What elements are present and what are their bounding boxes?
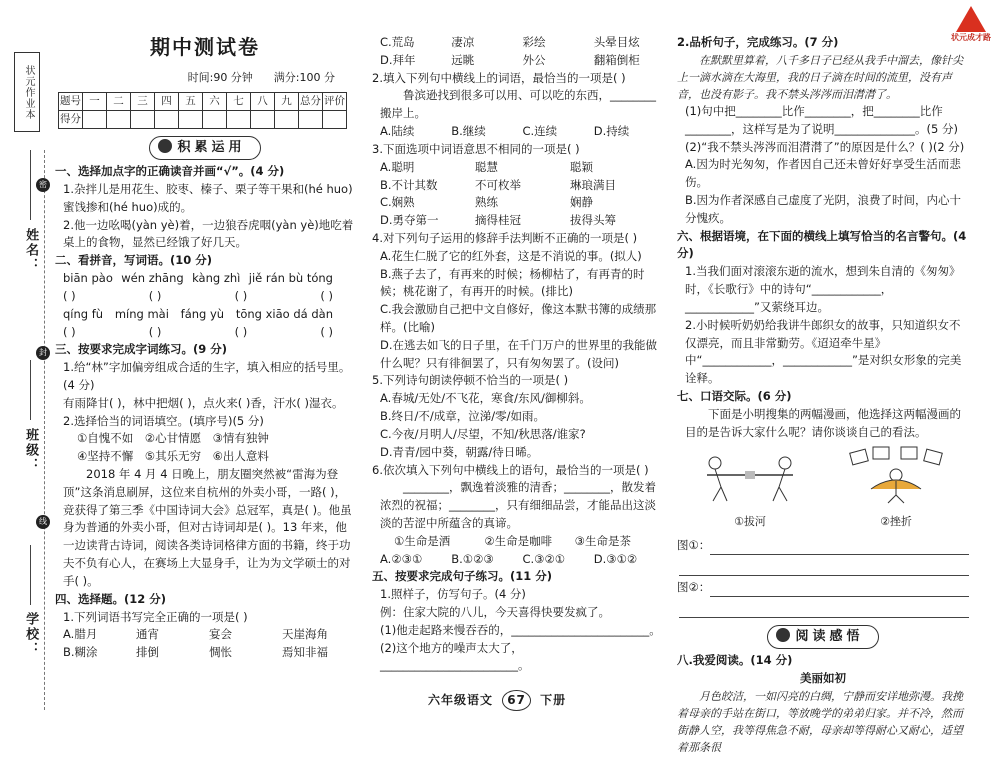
option-word: 通宵 <box>136 627 159 642</box>
reading-text: 月色皎洁，一如闪亮的白绸，宁静而安详地弥漫。我挽着母亲的手站在街口，等放晚学的弟弟归家。并不冷，然而街静人空，我等得焦急不耐，母亲却等得耐心又耐心，适望着那条很 <box>677 690 963 755</box>
seal-dot-2: 封 <box>36 346 50 360</box>
q5-item-1: 1.照样子，仿写句子。(4 分) <box>380 587 526 602</box>
choice: ①生命是酒 <box>394 533 451 548</box>
name-line[interactable] <box>30 150 31 220</box>
score-header-cell: 一 <box>83 93 107 111</box>
score-cell[interactable] <box>299 111 323 129</box>
option-word: 彩绘 <box>522 35 546 49</box>
answer-row-2 <box>55 324 355 342</box>
score-header-cell: 四 <box>155 93 179 111</box>
class-label: 班级： <box>23 428 39 473</box>
fig-1-answer-line-2[interactable] <box>679 555 969 576</box>
answer-blank[interactable]: ( ) <box>234 288 248 303</box>
option-word: 翻箱倒柜 <box>593 52 640 67</box>
option[interactable]: B.继续 <box>451 124 486 139</box>
brand-tag: 状元作业本 <box>14 52 40 132</box>
column-3 <box>677 0 969 764</box>
q4-option-d[interactable] <box>372 52 665 70</box>
score-header-cell: 二 <box>107 93 131 111</box>
column-1 <box>55 0 355 730</box>
q8-heading: 八.我爱阅读。(14 分) <box>677 653 793 668</box>
q4-item-6-choices <box>372 533 665 551</box>
answer-blank[interactable]: ( ) <box>63 288 76 303</box>
option-word: 熟练 <box>475 195 498 210</box>
seal-line <box>44 150 45 710</box>
option-word: 凄凉 <box>451 35 475 49</box>
section-icon <box>776 628 790 642</box>
q3-item-2: 2.选择恰当的词语填空。(填序号)(5 分) <box>63 413 264 428</box>
answer-blank[interactable]: ( ) <box>320 324 333 339</box>
q4-item-5-b[interactable]: B.终日/不/成章，泣涕/零/如雨。 <box>380 409 546 424</box>
q4-item-3-d[interactable] <box>372 212 665 230</box>
q5-heading: 五、按要求完成句子练习。(11 分) <box>372 569 553 584</box>
score-header-cell: 六 <box>203 93 227 111</box>
section-banner-accum <box>55 136 355 160</box>
option-word: D.勇夺第一 <box>380 213 439 228</box>
q3-passage[interactable]: 2018 年 4 月 4 日晚上，朋友圈突然被“雷海为登顶”这条消息刷屏，这位来自杭州的外卖小哥，一路( )，竞获得了第三季《中国诗词大会》总冠军，真是( )。他虽身为普通的外卖小哥，但对古诗词却是( )。13 年来，他一边读背古诗词，阅读各类诗词格律方面的书籍，终于功夫不负有心人，在赛场上大显身手，让为为文学硕士的对手( )。 <box>63 467 352 588</box>
pinyin: qíng fù <box>63 306 104 321</box>
q3-options-1: ①自愧不如 ②心甘情愿 ③情有独钟 <box>77 431 269 446</box>
option-word: 琳琅满目 <box>570 177 616 192</box>
q4-item-4-a[interactable]: A.花生仁脱了它的红外套，这是不消说的事。(拟人) <box>380 248 642 263</box>
score-header-cell: 题号 <box>59 93 83 111</box>
q3-item-1: 1.给“林”字加偏旁组成合适的生字，填入相应的括号里。(4 分) <box>63 360 351 392</box>
answer-row-1 <box>55 288 355 306</box>
pinyin: tōng xiāo dá dàn <box>235 306 333 321</box>
q4-item-2-options[interactable] <box>372 123 665 141</box>
option-word: 排倒 <box>136 645 159 660</box>
option-word: C.娴熟 <box>380 195 415 210</box>
answer-blank[interactable]: ( ) <box>320 288 333 303</box>
score-cell[interactable] <box>131 111 155 129</box>
option-word: 不可枚举 <box>475 177 521 192</box>
q4-item-6[interactable]: 6.依次填入下列句中横线上的语句，最恰当的一项是( ) <box>372 462 649 477</box>
option-word: 头晕目炫 <box>593 35 640 49</box>
q7-prompt: 下面是小明搜集的两幅漫画，他选择这两幅漫画的目的是告诉大家什么呢？请你谈谈自己的看法。 <box>685 406 961 439</box>
score-cell[interactable] <box>203 111 227 129</box>
option[interactable]: A.陆续 <box>380 124 415 139</box>
option-word: A.聪明 <box>380 159 415 174</box>
score-cell[interactable] <box>227 111 251 129</box>
q1-item-1[interactable]: 1.杂拌儿是用花生、胶枣、榛子、栗子等干果和(hé huo)蜜饯掺和(hé huo)成的。 <box>63 182 353 214</box>
section-title: 积累运用 <box>177 140 246 156</box>
answer-blank[interactable]: ( ) <box>63 324 76 339</box>
class-line[interactable] <box>30 360 31 420</box>
score-header-cell: 七 <box>227 93 251 111</box>
score-cell[interactable] <box>107 111 131 129</box>
q4-item-4[interactable]: 4.对下列句子运用的修辞手法判断不正确的一项是( ) <box>372 230 638 245</box>
school-line[interactable] <box>30 545 31 605</box>
score-table <box>58 92 347 129</box>
answer-fig-2 <box>677 576 969 597</box>
q4-option-a[interactable] <box>55 626 355 644</box>
setback-illustration <box>841 445 951 505</box>
option[interactable]: D.③①② <box>593 551 638 566</box>
q5-item-2-a[interactable]: (1)句中把________比作________，把________比作________，这样写是为了说明______________。(5 分) <box>685 103 958 136</box>
q4-item-6-options[interactable] <box>372 551 665 569</box>
score-value-row <box>59 111 347 129</box>
q4-item-4-d[interactable]: D.在逃去如飞的日子里，在千门万户的世界里的我能做什么呢？只有徘徊罢了，只有匆匆罢了。(设问) <box>380 337 658 370</box>
q5-item-2-heading: 2.品析句子，完成练习。(7 分) <box>677 35 839 49</box>
logo-text: 状元成才路 <box>951 33 991 42</box>
score-header-cell: 总分 <box>299 93 323 111</box>
q7-heading: 七、口语交际。(6 分) <box>677 388 792 403</box>
seal-dot-3: 线 <box>36 515 50 529</box>
column-2 <box>372 0 665 764</box>
option-word: 聪颖 <box>570 159 593 174</box>
score-cell[interactable] <box>83 111 107 129</box>
option[interactable]: D.持续 <box>593 124 630 139</box>
q4-item-5-a[interactable]: A.春城/无处/不飞花，寒食/东风/御柳斜。 <box>380 391 591 406</box>
score-cell[interactable] <box>155 111 179 129</box>
option-word: A.腊月 <box>63 627 98 642</box>
option[interactable]: C.连续 <box>522 124 558 139</box>
section-title: 阅读感悟 <box>795 629 864 645</box>
choice: ②生命是咖啡 <box>484 533 553 548</box>
q5-example: 例：住家大院的八儿，今天喜得快要发疯了。 <box>380 605 610 619</box>
option[interactable]: A.②③① <box>380 551 423 566</box>
section-banner-read <box>677 625 969 649</box>
score-header-cell: 评价 <box>323 93 347 111</box>
q4-item-4-c[interactable]: C.我会激励自己把中文自修好，像这本默书簿的成绩那样。(比喻) <box>380 302 657 334</box>
score-header-cell: 五 <box>179 93 203 111</box>
reading-title: 美丽如初 <box>800 671 846 686</box>
q6-item-2[interactable]: 2.小时候听奶奶给我讲牛郎织女的故事，只知道织女不仅漂亮，而且非常勤劳。《迢迢牵牛星》中“____________，____________”是对织女形象的完美诠释。 <box>685 317 962 386</box>
pinyin: jiě rán bù tóng <box>248 271 333 286</box>
score-header-cell: 三 <box>131 93 155 111</box>
name-label: 姓名： <box>23 228 39 273</box>
q6-item-1[interactable]: 1.当我们面对滚滚东逝的流水，想到朱自清的《匆匆》时，《长歌行》中的诗句“____________，____________”又萦绕耳边。 <box>685 264 961 314</box>
q3-options-2: ④坚持不懈 ⑤其乐无穷 ⑥出人意料 <box>77 449 269 464</box>
page-footer <box>428 690 566 711</box>
q3-heading: 三、按要求完成字词练习。(9 分) <box>55 342 228 357</box>
q4-item-2[interactable]: 2.填入下列句中横线上的词语，最恰当的一项是( ) <box>372 70 626 85</box>
exam-meta <box>55 69 335 86</box>
pinyin-row-2 <box>55 306 355 324</box>
score-header-row <box>59 93 347 111</box>
option-word: 娴静 <box>570 195 593 210</box>
q4-option-b[interactable] <box>55 644 355 662</box>
pinyin: fáng yù <box>180 306 225 321</box>
q4-item-4-b[interactable]: B.燕子去了，有再来的时候；杨柳枯了，有再青的时候；桃花谢了，有再开的时候。(排比) <box>380 266 645 299</box>
q6-heading: 六、根据语境，在下面的横线上填写恰当的名言警句。(4 分) <box>677 228 967 261</box>
cartoon-label-1: ①拔河 <box>734 515 766 529</box>
option-word: 聪慧 <box>475 159 498 174</box>
fig-2-label: 图②： <box>677 580 711 595</box>
answer-fig-1 <box>677 534 969 555</box>
q5-answer-2[interactable]: (2)这个地方的噪声太大了，________________________。 <box>380 640 530 673</box>
pinyin: biān pào <box>63 271 113 286</box>
footer-volume: 下册 <box>540 693 567 707</box>
q4-item-1[interactable]: 1.下列词语书写完全正确的一项是( ) <box>63 609 248 624</box>
q5-answer-1[interactable]: (1)他走起路来慢吞吞的，________________________。 <box>380 622 661 637</box>
option-word: 惆怅 <box>209 645 232 660</box>
option-word: 焉知非福 <box>282 645 328 660</box>
cartoon-tug-of-war <box>695 445 805 530</box>
q4-item-5[interactable]: 5.下列诗句朗读停顿不恰当的一项是( ) <box>372 373 569 388</box>
fig-1-label: 图①： <box>677 538 711 553</box>
footer-subject: 六年级语文 <box>428 693 494 707</box>
score-cell[interactable] <box>179 111 203 129</box>
score-cell[interactable] <box>323 111 347 129</box>
score-header-cell: 八 <box>251 93 275 111</box>
q4-item-5-d[interactable]: D.青青/园中葵，朝露/待日晞。 <box>380 444 539 459</box>
q1-heading: 一、选择加点字的正确读音并画“√”。(4 分) <box>55 164 285 179</box>
q4-item-6-sentence: ________，飘逸着淡雅的清香；________，散发着浓烈的祝福；________，只有细细品尝，才能品出这淡淡的苦涩中所蕴含的真谛。 <box>380 480 656 530</box>
seal-dot-1: 密 <box>36 178 50 192</box>
option-word: 远眺 <box>451 52 475 67</box>
section-icon <box>158 139 172 153</box>
option-word: B.糊涂 <box>63 645 98 660</box>
q5-item-2-passage: 在默默里算着，八千多日子已经从我手中溜去，像针尖上一滴水滴在大海里，我的日子滴在时间的流里，没有声音，也没有影子。我不禁头涔涔而泪潸潸了。 <box>677 53 963 101</box>
q4-item-3[interactable]: 3.下面选项中词语意思不相同的一项是( ) <box>372 141 580 156</box>
choice: ③生命是茶 <box>574 533 631 548</box>
tug-of-war-illustration <box>695 445 805 505</box>
pinyin: kàng zhì <box>192 271 241 286</box>
cartoon-setback <box>841 445 951 530</box>
score-cell[interactable] <box>275 111 299 129</box>
fig-2-answer-line[interactable] <box>710 576 969 597</box>
q4-item-3-c[interactable] <box>372 194 665 212</box>
q5-item-2-b-b[interactable]: B.因为作者深感自己虚度了光阴，浪费了时间，内心十分愧疚。 <box>685 193 962 225</box>
q4-item-3-a[interactable] <box>372 159 665 177</box>
page-number: 67 <box>502 690 531 711</box>
answer-blank[interactable]: ( ) <box>148 324 162 339</box>
full-score: 满分:100 分 <box>273 71 335 84</box>
q4-option-c[interactable] <box>372 34 665 52</box>
option[interactable]: C.③②① <box>522 551 566 566</box>
option-word: 外公 <box>522 52 546 67</box>
score-cell[interactable]: 得分 <box>59 111 83 129</box>
page-title: 期中测试卷 <box>150 35 260 59</box>
q4-item-2-sentence: 鲁滨逊找到很多可以用、可以吃的东西，________搬岸上。 <box>380 88 656 121</box>
q4-heading: 四、选择题。(12 分) <box>55 591 167 606</box>
score-header-cell: 九 <box>275 93 299 111</box>
fig-1-answer-line[interactable] <box>710 534 969 555</box>
option-word: 天崖海角 <box>282 627 328 642</box>
answer-blank[interactable]: ( ) <box>234 324 248 339</box>
answer-blank[interactable]: ( ) <box>148 288 162 303</box>
pinyin: wén zhāng <box>121 271 184 286</box>
pinyin: míng mài <box>114 306 169 321</box>
q1-item-2[interactable]: 2.他一边吆喝(yàn yè)着，一边狼吞虎咽(yàn yè)地吃着桌上的食物，显然已经饿了好几天。 <box>63 217 354 250</box>
option-word: 宴会 <box>209 627 232 642</box>
option-word: C.荒岛 <box>380 35 415 49</box>
q2-heading: 二、看拼音，写词语。(10 分) <box>55 253 213 268</box>
cartoon-row <box>677 445 969 530</box>
q4-item-5-c[interactable]: C.今夜/月明人/尽望，不知/秋思落/谁家? <box>380 426 586 441</box>
option-word: D.拜年 <box>380 52 416 67</box>
q4-item-3-b[interactable] <box>372 177 665 195</box>
option-word: 拔得头筹 <box>570 213 616 228</box>
binding-strip <box>0 0 50 730</box>
option[interactable]: B.①②③ <box>451 551 494 566</box>
q5-item-2-b[interactable]: (2)“我不禁头涔涔而泪潸潸了”的原因是什么？( )(2 分) <box>685 139 965 154</box>
option-word: B.不计其数 <box>380 177 438 192</box>
cartoon-label-2: ②挫折 <box>880 515 912 529</box>
fig-2-answer-line-2[interactable] <box>679 597 969 618</box>
time-limit: 时间:90 分钟 <box>187 71 253 84</box>
pinyin-row-1 <box>55 270 355 288</box>
q3-item-1-blanks[interactable]: 有雨降甘( )，林中把烟( )，点火来( )香，汗水( )湿衣。 <box>63 395 344 410</box>
option-word: 摘得桂冠 <box>475 213 521 228</box>
q5-item-2-b-a[interactable]: A.因为时光匆匆，作者因自己还未曾好好享受生活而悲伤。 <box>685 157 961 190</box>
school-label: 学校： <box>23 612 39 657</box>
score-cell[interactable] <box>251 111 275 129</box>
